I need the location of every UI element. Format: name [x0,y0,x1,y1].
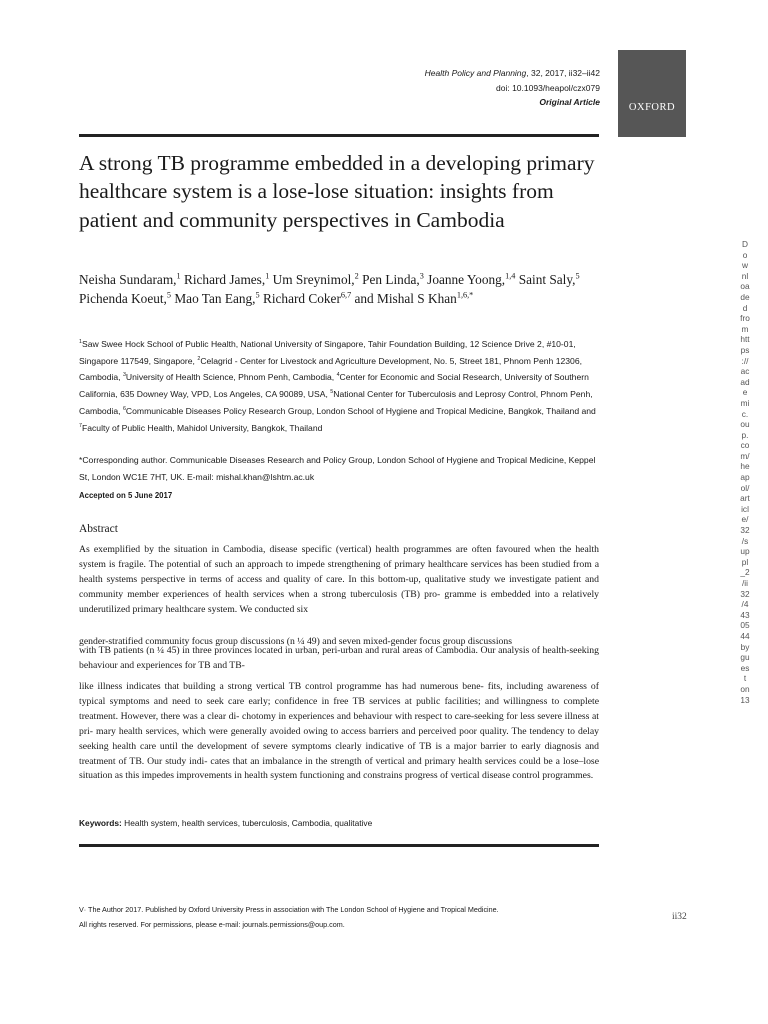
affiliation-mark: 7 [79,422,82,429]
page-number: ii32 [672,912,687,922]
affiliation-mark: 6 [122,405,126,412]
sidebar-fragment: 32 [740,588,750,599]
author-name[interactable]: Pen Linda, [358,272,420,287]
abstract-paragraph-2: gender-stratified community focus group discussions (n ¼ 49) and seven mixed-gender focus group discussions [79,636,512,647]
journal-ref: , 32, 2017, ii32–ii42 [526,68,600,78]
abstract-paragraph-1: As exemplified by the situation in Cambodia, disease specific (vertical) health programmes are often favoured when the health system is fragile. The potential of such an approach to impede strengthening of primary healthcare services has been studied from a health systems perspective in terms of access and quality of care. In this bottom-up, qualitative study we investigate patient and community member experiences of health services when a strong tuberculosis (TB) pro- gramme is embedded into a relatively underutilized primary healthcare system. We conducted six [79,544,599,615]
sidebar-fragment: by [740,641,750,652]
author-name[interactable]: and Mishal S Khan [351,291,457,306]
author-list [79,270,599,308]
author-name[interactable]: Richard James, [180,272,266,287]
keywords [79,818,372,828]
sidebar-fragment: p. [741,429,749,440]
author-affiliation-mark: 5 [575,271,580,281]
author-affiliation-mark: 1,4 [505,271,516,281]
doi[interactable]: doi: 10.1093/heapol/czx079 [496,82,600,93]
sidebar-fragment: ps [740,344,750,355]
copyright-notice [79,902,499,932]
author-name[interactable]: Neisha Sundaram, [79,272,177,287]
logo-text: OXFORD [628,102,676,113]
affiliation-mark: 3 [122,372,126,379]
download-watermark-sidebar [731,239,759,705]
accepted-date: Accepted on 5 June 2017 [79,491,173,500]
sidebar-fragment: htt [740,334,750,345]
affiliation-mark: 1 [79,339,82,346]
sidebar-fragment: de [740,291,750,302]
sidebar-fragment: mi [740,397,750,408]
affiliation-mark: 2 [197,355,201,362]
affiliation-text: Communicable Diseases Policy Research Group, London School of Hygiene and Tropical Medicine, Bangkok, Thailand and [125,405,596,416]
author-affiliation-mark: 1 [265,271,270,281]
author-name[interactable]: Saint Saly, [515,272,576,287]
sidebar-fragment: t [743,673,747,684]
affiliation-mark: 5 [330,389,334,396]
affiliation-text: Center for Economic and Social Research, University of Southern California, 635 Downey Way, VPD, Los Angeles, CA 90089, USA, [79,372,589,400]
affiliation-text: Saw Swee Hock School of Public Health, National University of Singapore, Tahir Foundation Building, 12 Science Drive 2, #10-01, Singapore 117549, Singapore, [79,339,576,366]
article-type: Original Article [539,97,600,107]
sidebar-fragment: _2 [740,567,750,578]
sidebar-fragment: 32 [740,525,750,536]
author-affiliation-mark: 3 [419,271,424,281]
corresponding-author: *Corresponding author. Communicable Diseases Research and Policy Group, London School of Hygiene and Tropical Medicine, Keppel St, London WC1E 7HT, UK. E-mail: mishal.khan@lshtm.ac.uk [79,455,596,482]
copyright-line-1: V· The Author 2017. Published by Oxford University Press in association with The London School of Hygiene and Tropical Medicine. [79,905,499,914]
author-name[interactable]: Joanne Yoong, [423,272,506,287]
author-name[interactable]: Um Sreynimol, [269,272,355,287]
sidebar-fragment: d [742,302,748,313]
affiliation-text: Celagrid - Center for Livestock and Agriculture Development, No. 5, Street 181, Phnom Penh 12306, Cambodia, [79,355,582,383]
sidebar-fragment: 43 [740,609,750,620]
sidebar-fragment: m/ [740,450,750,461]
author-affiliation-mark: 5 [166,290,172,300]
sidebar-fragment: es [740,662,750,673]
oxford-logo [618,50,686,137]
sidebar-fragment: e/ [741,514,749,525]
abstract-paragraph-3: with TB patients (n ¼ 45) in three provinces located in urban, peri-urban and rural areas of Cambodia. Our analysis of health-seeking behaviour and experiences for TB and TB- [79,645,599,671]
sidebar-fragment: ad [740,376,750,387]
article-title: A strong TB programme embedded in a developing primary healthcare system is a lose-lose situation: insights from patient and community perspectives in Cambodia [79,151,595,232]
sidebar-fragment: ou [740,419,750,430]
sidebar-fragment: /4 [741,599,749,610]
author-name[interactable]: Mao Tan Eang, [171,291,256,306]
sidebar-fragment: c. [741,408,749,419]
sidebar-fragment: 05 [740,620,750,631]
sidebar-fragment: 13 [740,694,750,705]
abstract-paragraph-4: like illness indicates that building a strong vertical TB control programme has had numerous bene- fits, including awareness of typical symptoms and need to seek care early; confidence in free TB services at public facilities; and willingness to complete treatment. However, there was a clear di- chotomy in experiences and behaviour with respect to care-seeking for less severe illness at pri- mary health services, which were generally avoided owing to access barriers and perceived poor quality. The tendency to delay seeking health care until the development of severe symptoms clearly indicative of TB is a major barrier to early diagnosis and treatment of TB. Our study indi- cates that an imbalance in the strength of vertical and primary health services could be a lose–lose situation as this impedes improvements in health system functioning and constrains progress of vertical disease control programmes. [79,681,599,782]
abstract-heading: Abstract [79,523,118,535]
journal-name: Health Policy and Planning [424,68,527,78]
affiliation-text: University of Health Science, Phnom Penh, Cambodia, [125,372,337,383]
sidebar-fragment: ap [740,472,750,483]
author-affiliation-mark: 1,6,* [456,290,474,300]
affiliation-text: Faculty of Public Health, Mahidol University, Bangkok, Thailand [81,422,323,433]
author-affiliation-mark: 6,7 [340,290,352,300]
sidebar-fragment: oa [740,281,750,292]
sidebar-fragment: :// [741,355,749,366]
sidebar-fragment: ol/ [740,482,750,493]
sidebar-fragment: fro [740,313,750,324]
sidebar-fragment: art [740,493,750,504]
sidebar-fragment: /s [741,535,749,546]
sidebar-fragment: o [742,249,748,260]
sidebar-fragment: 44 [740,630,750,641]
affiliation-text: National Center for Tuberculosis and Leprosy Control, Phnom Penh, Cambodia, [79,389,593,416]
sidebar-fragment: on [740,683,750,694]
sidebar-fragment: co [740,440,750,451]
author-name[interactable]: Pichenda Koeut, [79,291,167,306]
affiliation-mark: 4 [336,372,340,379]
sidebar-fragment: nl [741,270,749,281]
sidebar-fragment: gu [740,652,750,663]
author-name[interactable]: Richard Coker [259,291,341,306]
journal-header [425,66,600,110]
sidebar-fragment: D [742,239,748,249]
sidebar-fragment: e [742,387,748,398]
top-rule [79,134,599,137]
keywords-label: Keywords: [79,818,122,828]
author-affiliation-mark: 5 [255,290,260,300]
sidebar-fragment: w [742,260,748,271]
sidebar-fragment: ac [740,366,750,377]
keywords-text: Health system, health services, tuberculosis, Cambodia, qualitative [121,818,373,828]
sidebar-fragment: pl [741,556,749,567]
sidebar-fragment: he [740,461,750,472]
bottom-rule [79,844,599,847]
affiliations [79,336,599,436]
sidebar-fragment: /ii [742,578,748,588]
author-affiliation-mark: 1 [176,271,181,281]
sidebar-fragment: m [741,323,749,334]
author-affiliation-mark: 2 [354,271,359,281]
copyright-line-2: All rights reserved. For permissions, please e-mail: journals.permissions@oup.com. [79,920,345,929]
sidebar-fragment: up [740,546,750,557]
sidebar-fragment: icl [741,503,749,514]
